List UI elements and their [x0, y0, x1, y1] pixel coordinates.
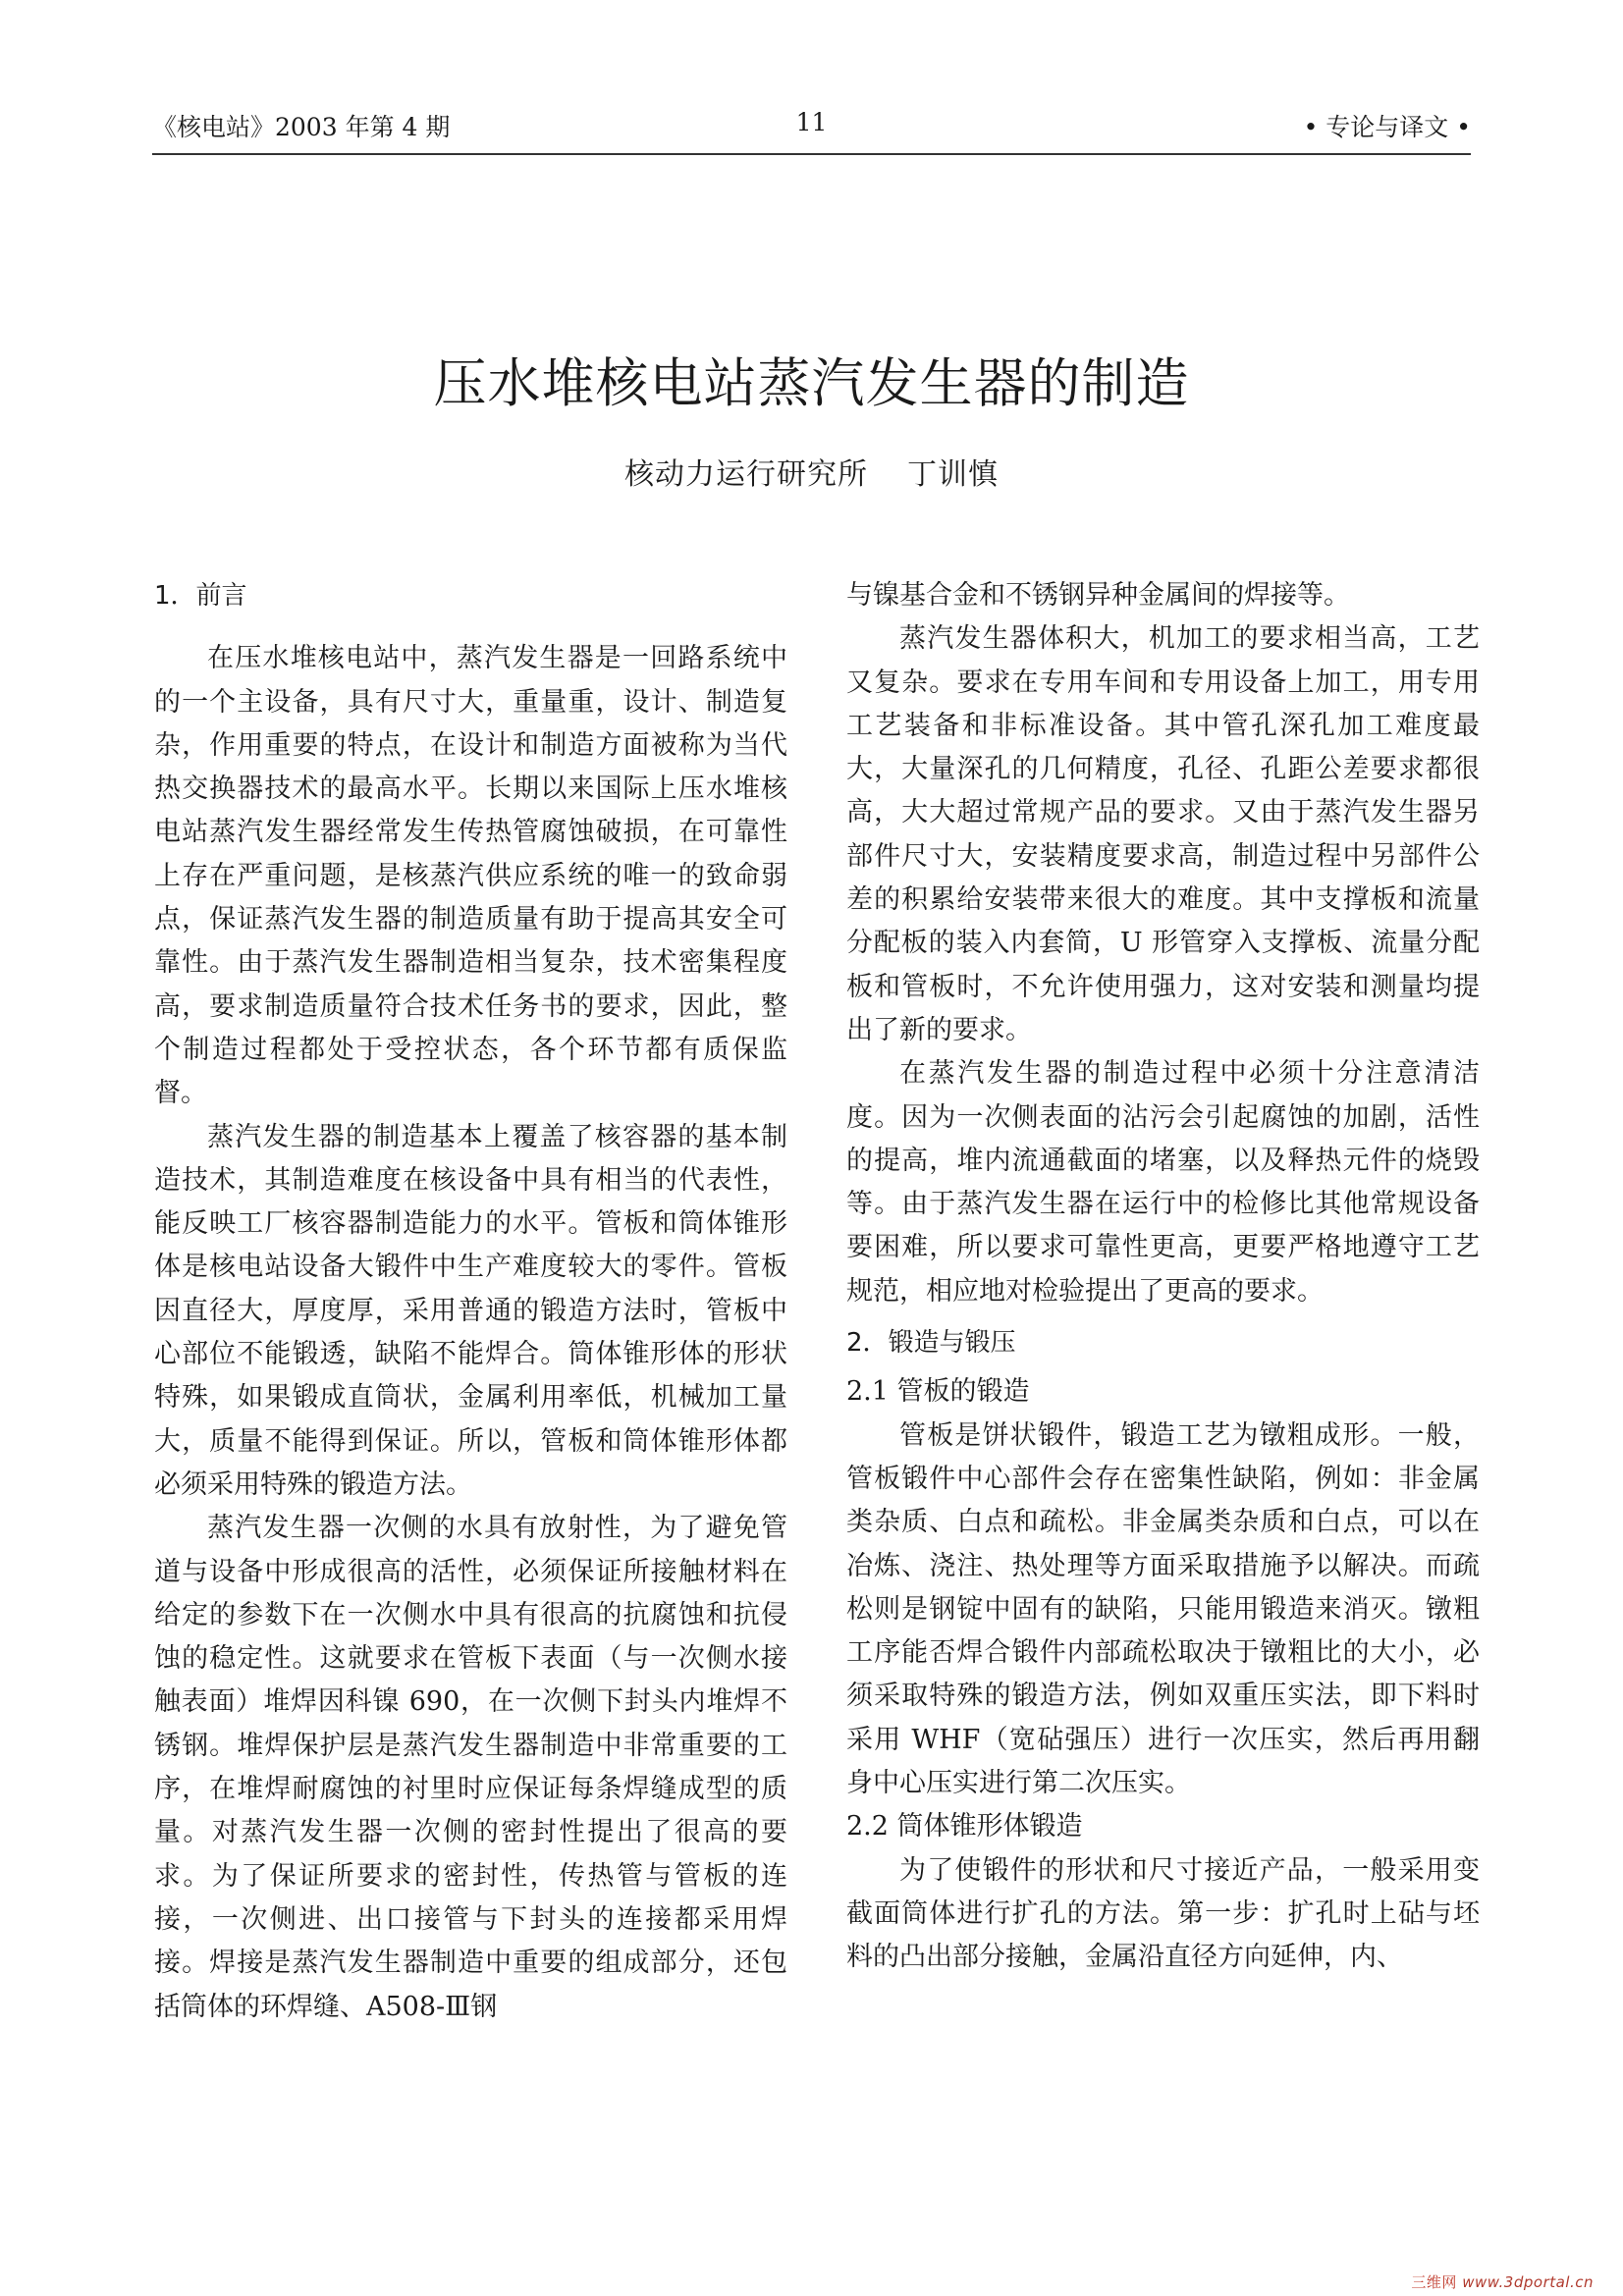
paragraph: 蒸汽发生器一次侧的水具有放射性，为了避免管道与设备中形成很高的活性，必须保证所接触材料在给定的参数下在一次侧水中具有很高的抗腐蚀和抗侵蚀的稳定性。这就要求在管板下表面（与一次侧水接触表面）堆焊因科镍 690，在一次侧下封头内堆焊不锈钢。堆焊保护层是蒸汽发生器制造中非常重要的工序，在堆焊耐腐蚀的衬里时应保证每条焊缝成型的质量。对蒸汽发生器一次侧的密封性提出了很高的要求。为了保证所要求的密封性，传热管与管板的连接，一次侧进、出口接管与下封头的连接都采用焊接。焊接是蒸汽发生器制造中重要的组成部分，还包括筒体的环焊缝、A508-Ⅲ钢	[154, 1513, 787, 2022]
subsection-2-1-heading: 2.1 管板的锻造	[846, 1376, 1030, 1408]
paragraph: 蒸汽发生器的制造基本上覆盖了核容器的基本制造技术，其制造难度在核设备中具有相当的代表性，能反映工厂核容器制造能力的水平。管板和筒体锥形体是核电站设备大锻件中生产难度较大的零件。管板因直径大，厚度厚，采用普通的锻造方法时，管板中心部位不能锻透，缺陷不能焊合。筒体锥形体的形状特殊，如果锻成直筒状，金属利用率低，机械加工量大，质量不能得到保证。所以，管板和筒体锥形体都必须采用特殊的锻造方法。	[154, 1121, 787, 1500]
page-number: 11	[795, 108, 828, 136]
journal-issue: 《核电站》2003 年第 4 期	[152, 113, 451, 141]
paragraph: 管板是饼状锻件，锻造工艺为镦粗成形。一般，管板锻件中心部件会存在密集性缺陷，例如：非金属类杂质、白点和疏松。非金属类杂质和白点，可以在冶炼、浇注、热处理等方面采取措施予以解决。而疏松则是钢锭中固有的缺陷，只能用锻造来消灭。镦粗工序能否焊合锻件内部疏松取决于镦粗比的大小，必须采取特殊的锻造方法，例如双重压实法，即下料时采用 WHF（宽砧强压）进行一次压实，然后再用翻身中心压实进行第二次压实。	[846, 1419, 1480, 1799]
site-watermark	[1411, 2271, 1594, 2292]
author: 丁训慎	[907, 457, 999, 492]
article-title: 压水堆核电站蒸汽发生器的制造	[433, 352, 1190, 414]
paragraph-continued: 与镍基合金和不锈钢异种金属间的焊接等。	[846, 580, 1350, 611]
section-2-heading: 2．锻造与锻压	[846, 1328, 1016, 1359]
affiliation: 核动力运行研究所	[624, 457, 868, 492]
header-rule	[152, 153, 1471, 155]
section-1-heading: 1．前言	[154, 581, 247, 611]
left-column	[154, 574, 787, 2029]
section-label: • 专论与译文 •	[1303, 113, 1471, 141]
right-column	[846, 574, 1480, 1980]
byline	[0, 450, 1623, 493]
paragraph: 蒸汽发生器体积大，机加工的要求相当高，工艺又复杂。要求在专用车间和专用设备上加工，用专用工艺装备和非标准设备。其中管孔深孔加工难度最大，大量深孔的几何精度，孔径、孔距公差要求都很高，大大超过常规产品的要求。又由于蒸汽发生器另部件尺寸大，安装精度要求高，制造过程中另部件公差的积累给安装带来很大的难度。其中支撑板和流量分配板的装入内套简，U 形管穿入支撑板、流量分配板和管板时，不允许使用强力，这对安装和测量均提出了新的要求。	[846, 623, 1480, 1045]
subsection-2-2-heading: 2.2 筒体锥形体锻造	[846, 1811, 1083, 1842]
watermark-site: www.3dportal.cn	[1462, 2273, 1594, 2291]
paragraph: 在压水堆核电站中，蒸汽发生器是一回路系统中的一个主设备，具有尺寸大，重量重，设计、制造复杂，作用重要的特点，在设计和制造方面被称为当代热交换器技术的最高水平。长期以来国际上压水堆核电站蒸汽发生器经常发生传热管腐蚀破损，在可靠性上存在严重问题，是核蒸汽供应系统的唯一的致命弱点，保证蒸汽发生器的制造质量有助于提高其安全可靠性。由于蒸汽发生器制造相当复杂，技术密集程度高，要求制造质量符合技术任务书的要求，因此，整个制造过程都处于受控状态，各个环节都有质保监督。	[154, 643, 787, 1109]
paragraph: 在蒸汽发生器的制造过程中必须十分注意清洁度。因为一次侧表面的沾污会引起腐蚀的加剧，活性的提高，堆内流通截面的堵塞，以及释热元件的烧毁等。由于蒸汽发生器在运行中的检修比其他常规设备要困难，所以要求可靠性更高，更要严格地遵守工艺规范，相应地对检验提出了更高的要求。	[846, 1058, 1480, 1307]
paragraph: 为了使锻件的形状和尺寸接近产品，一般采用变截面筒体进行扩孔的方法。第一步：扩孔时上砧与坯料的凸出部分接触，金属沿直径方向延伸，内、	[846, 1854, 1480, 1973]
watermark-brand: 三维网	[1411, 2273, 1457, 2291]
running-header	[152, 108, 1471, 157]
